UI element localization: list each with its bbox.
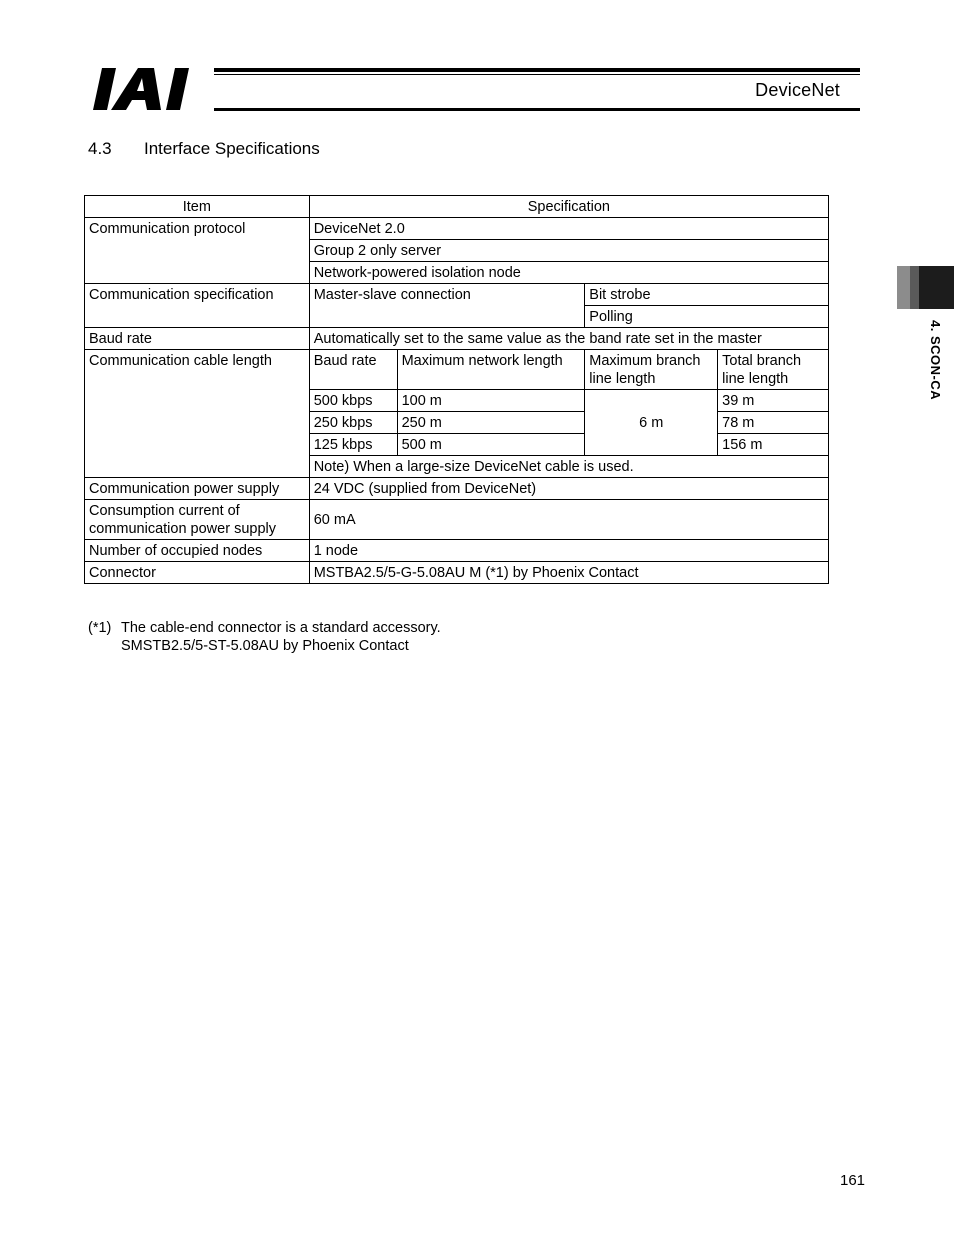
cell-mode-polling: Polling xyxy=(585,306,829,328)
row-label-power-supply: Communication power supply xyxy=(85,478,310,500)
row-label-connector: Connector xyxy=(85,562,310,584)
cell-total-branch: 78 m xyxy=(718,412,829,434)
cell-baud: 500 kbps xyxy=(309,390,397,412)
cell-max-network: 250 m xyxy=(397,412,585,434)
row-label-comm-spec: Communication specification xyxy=(85,284,310,328)
section-heading xyxy=(88,139,320,159)
cell-baud: 250 kbps xyxy=(309,412,397,434)
row-label-nodes: Number of occupied nodes xyxy=(85,540,310,562)
cell-cable-note: Note) When a large-size DeviceNet cable is used. xyxy=(309,456,828,478)
row-label-comm-protocol: Communication protocol xyxy=(85,218,310,284)
table-row xyxy=(85,562,829,584)
subheader-baud: Baud rate xyxy=(309,350,397,390)
table-row xyxy=(85,284,829,306)
subheader-total-branch: Total branch line length xyxy=(718,350,829,390)
cell-consumption: 60 mA xyxy=(309,500,828,540)
section-title: Interface Specifications xyxy=(144,139,320,158)
cell-connection: Master-slave connection xyxy=(309,284,585,328)
table-header-row xyxy=(85,196,829,218)
cell-max-network: 500 m xyxy=(397,434,585,456)
subheader-max-branch: Maximum branch line length xyxy=(585,350,718,390)
section-number: 4.3 xyxy=(88,139,112,158)
cell-baud-rate: Automatically set to the same value as the band rate set in the master xyxy=(309,328,828,350)
cell-mode-bit-strobe: Bit strobe xyxy=(585,284,829,306)
doc-title: DeviceNet xyxy=(755,80,840,100)
footnote-line-1: The cable-end connector is a standard accessory. xyxy=(121,620,441,636)
chapter-tab-label: 4. SCON-CA xyxy=(928,320,943,401)
cell-max-network: 100 m xyxy=(397,390,585,412)
table-row xyxy=(85,350,829,390)
page-number: 161 xyxy=(840,1172,866,1189)
cell-protocol-1: DeviceNet 2.0 xyxy=(309,218,828,240)
interface-spec-table xyxy=(84,195,829,584)
table-row xyxy=(85,328,829,350)
cell-protocol-3: Network-powered isolation node xyxy=(309,262,828,284)
table-row xyxy=(85,540,829,562)
iai-logo xyxy=(92,64,210,114)
header-spec: Specification xyxy=(309,196,828,218)
cell-nodes: 1 node xyxy=(309,540,828,562)
row-label-cable-length: Communication cable length xyxy=(85,350,310,478)
cell-connector: MSTBA2.5/5-G-5.08AU M (*1) by Phoenix Contact xyxy=(309,562,828,584)
cell-protocol-2: Group 2 only server xyxy=(309,240,828,262)
subheader-max-network: Maximum network length xyxy=(397,350,585,390)
row-label-baud-rate: Baud rate xyxy=(85,328,310,350)
cell-max-branch: 6 m xyxy=(585,390,718,456)
row-label-consumption: Consumption current of communication power supply xyxy=(85,500,310,540)
table-row xyxy=(85,478,829,500)
footnote-tag: (*1) xyxy=(88,620,112,636)
cell-power-supply: 24 VDC (supplied from DeviceNet) xyxy=(309,478,828,500)
footnote xyxy=(88,619,441,655)
cell-total-branch: 39 m xyxy=(718,390,829,412)
table-row xyxy=(85,218,829,240)
chapter-tab-marker-dark xyxy=(919,266,954,309)
header-item: Item xyxy=(85,196,310,218)
footnote-line-2: SMSTB2.5/5-ST-5.08AU by Phoenix Contact xyxy=(121,638,409,654)
cell-total-branch: 156 m xyxy=(718,434,829,456)
table-row xyxy=(85,500,829,540)
cell-baud: 125 kbps xyxy=(309,434,397,456)
